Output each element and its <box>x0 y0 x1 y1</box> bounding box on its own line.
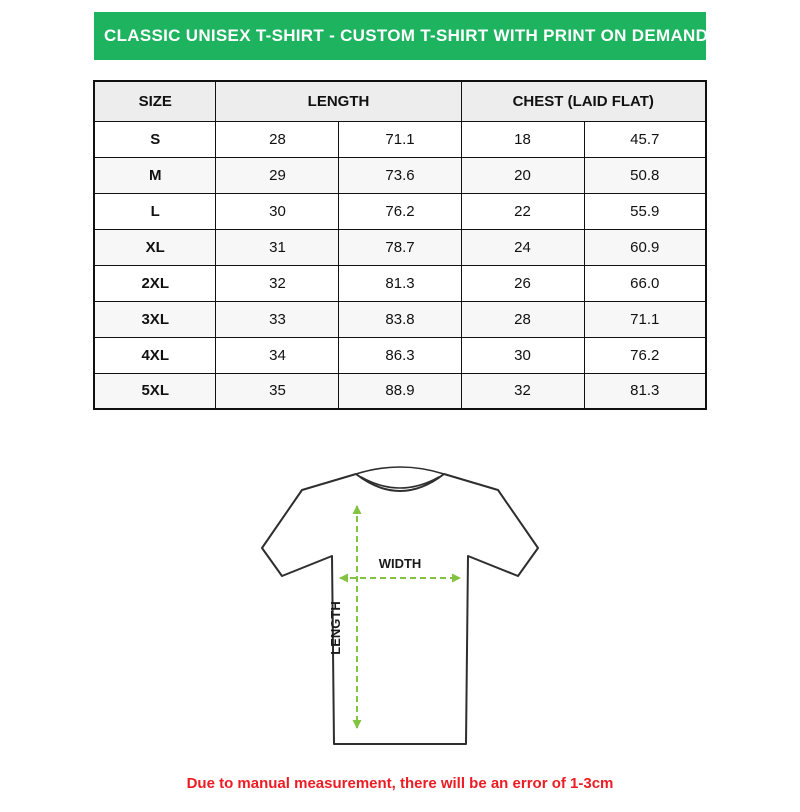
chest-cm-cell: 66.0 <box>584 265 706 301</box>
length-in-cell: 34 <box>216 337 339 373</box>
measurement-disclaimer: Due to manual measurement, there will be an error of 1-3cm <box>186 775 614 792</box>
header-size: SIZE <box>94 81 216 121</box>
length-in-cell: 29 <box>216 157 339 193</box>
table-row <box>94 229 706 265</box>
chest-in-cell: 30 <box>461 337 584 373</box>
table-row <box>94 373 706 409</box>
length-cm-cell: 78.7 <box>339 229 461 265</box>
chest-cm-cell: 81.3 <box>584 373 706 409</box>
chest-in-cell: 20 <box>461 157 584 193</box>
size-chart-body <box>94 121 706 409</box>
chest-in-cell: 26 <box>461 265 584 301</box>
size-cell: 4XL <box>94 337 216 373</box>
length-in-cell: 35 <box>216 373 339 409</box>
table-row <box>94 193 706 229</box>
chest-cm-cell: 55.9 <box>584 193 706 229</box>
table-row <box>94 265 706 301</box>
length-in-cell: 33 <box>216 301 339 337</box>
size-cell: 3XL <box>94 301 216 337</box>
table-row <box>94 337 706 373</box>
chest-cm-cell: 60.9 <box>584 229 706 265</box>
tshirt-diagram <box>250 452 550 757</box>
chest-cm-cell: 50.8 <box>584 157 706 193</box>
table-header-row <box>94 81 706 121</box>
length-cm-cell: 83.8 <box>339 301 461 337</box>
chest-cm-cell: 76.2 <box>584 337 706 373</box>
collar-back-line <box>356 467 444 474</box>
size-chart-table <box>93 80 707 410</box>
chest-in-cell: 18 <box>461 121 584 157</box>
length-in-cell: 30 <box>216 193 339 229</box>
chest-in-cell: 32 <box>461 373 584 409</box>
header-length: LENGTH <box>216 81 461 121</box>
length-in-cell: 28 <box>216 121 339 157</box>
length-cm-cell: 73.6 <box>339 157 461 193</box>
chest-in-cell: 28 <box>461 301 584 337</box>
length-in-cell: 32 <box>216 265 339 301</box>
length-cm-cell: 86.3 <box>339 337 461 373</box>
table-row <box>94 121 706 157</box>
size-cell: S <box>94 121 216 157</box>
table-row <box>94 301 706 337</box>
size-cell: XL <box>94 229 216 265</box>
length-cm-cell: 81.3 <box>339 265 461 301</box>
chest-in-cell: 22 <box>461 193 584 229</box>
chest-cm-cell: 45.7 <box>584 121 706 157</box>
chest-cm-cell: 71.1 <box>584 301 706 337</box>
size-cell: 5XL <box>94 373 216 409</box>
length-in-cell: 31 <box>216 229 339 265</box>
length-label: LENGTH <box>328 601 343 655</box>
width-label: WIDTH <box>378 556 422 571</box>
size-cell: L <box>94 193 216 229</box>
table-row <box>94 157 706 193</box>
tshirt-outline <box>262 474 538 744</box>
length-cm-cell: 88.9 <box>339 373 461 409</box>
size-cell: 2XL <box>94 265 216 301</box>
tshirt-outline-svg <box>250 452 550 752</box>
length-cm-cell: 71.1 <box>339 121 461 157</box>
page-title: CLASSIC UNISEX T-SHIRT - CUSTOM T-SHIRT WITH PRINT ON DEMAND <box>104 26 709 45</box>
chest-in-cell: 24 <box>461 229 584 265</box>
header-chest: CHEST (LAID FLAT) <box>461 81 706 121</box>
size-cell: M <box>94 157 216 193</box>
length-cm-cell: 76.2 <box>339 193 461 229</box>
title-banner <box>94 12 709 60</box>
